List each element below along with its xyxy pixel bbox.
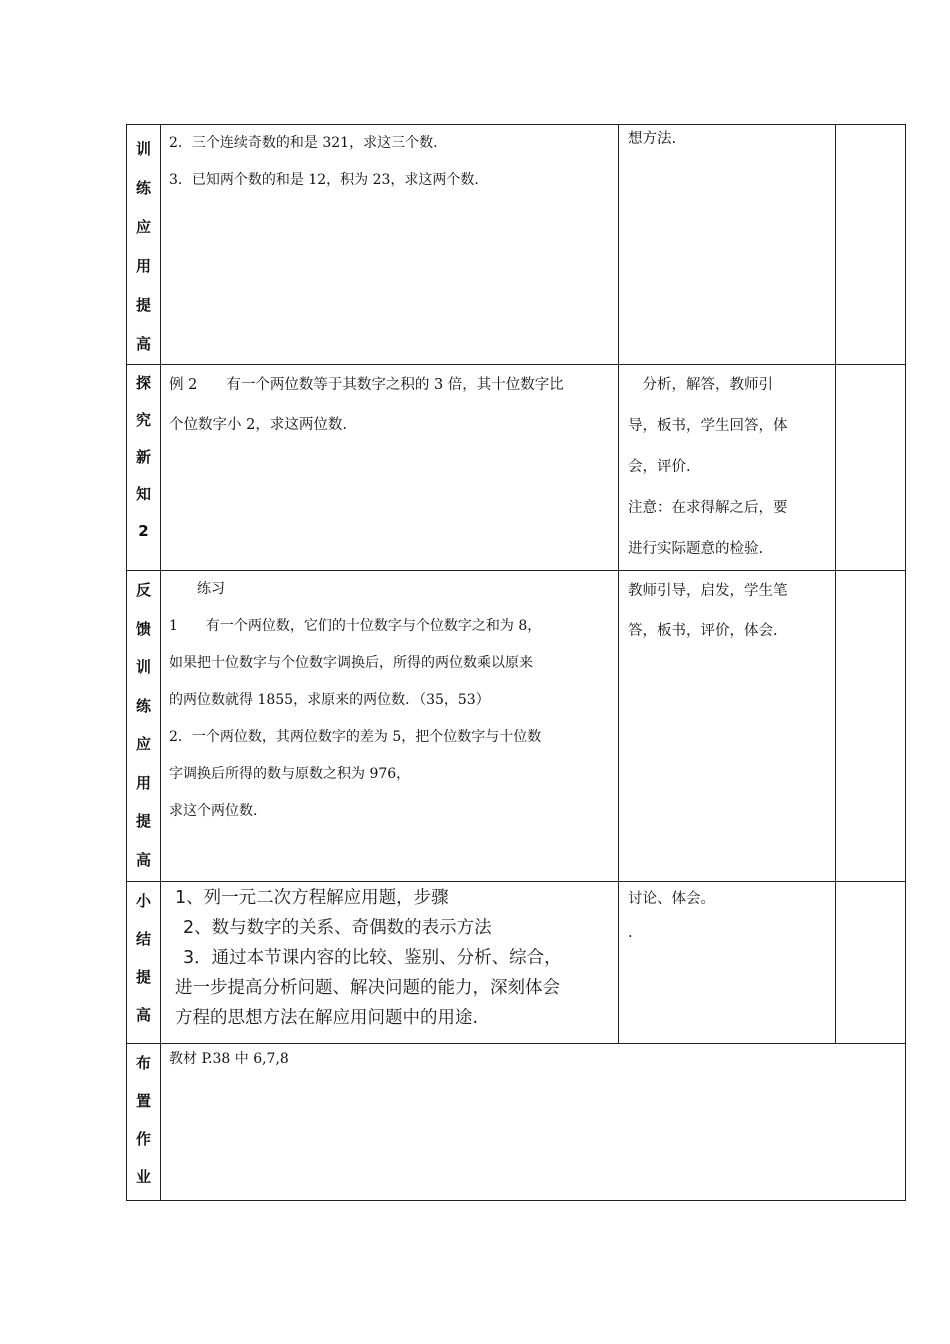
summary-line: 2、数与数字的关系、奇偶数的表示方法 [183, 918, 492, 938]
label-char: 练 [135, 179, 151, 197]
section-method-summary [619, 882, 836, 1044]
label-char: 用 [135, 257, 151, 275]
label-char: 训 [135, 658, 151, 676]
label-char: 反 [135, 581, 151, 599]
section-notes-explore [836, 365, 906, 571]
content-line: 练习 [169, 581, 225, 597]
label-char: 练 [135, 696, 151, 715]
method-line: 导，板书，学生回答，体 [628, 418, 788, 434]
label-char: 新 [135, 448, 151, 466]
summary-line: 3．通过本节课内容的比较、鉴别、分析、综合， [183, 948, 562, 968]
section-content-homework [161, 1044, 906, 1201]
label-char: 布 [135, 1054, 151, 1072]
label-char: 高 [135, 1006, 151, 1024]
section-row-homework [127, 1044, 906, 1201]
content-line: 教材 P.38 中 6,7,8 [169, 1051, 289, 1067]
method-line: 答，板书，评价，体会. [628, 623, 778, 639]
label-char: 应 [135, 218, 151, 236]
content-line: 如果把十位数字与个位数字调换后，所得的两位数乘以原来 [169, 655, 533, 671]
method-line: 进行实际题意的检验. [628, 541, 764, 557]
label-char: 业 [135, 1168, 151, 1186]
label-char: 究 [135, 411, 151, 429]
label-char: 2 [138, 522, 149, 540]
summary-line: 方程的思想方法在解应用问题中的用途. [175, 1008, 479, 1028]
method-line: 分析，解答，教师引 [628, 377, 773, 393]
label-char: 馈 [135, 619, 151, 638]
section-label-training [127, 125, 161, 365]
content-line: 个位数字小 2，求这两位数. [169, 417, 347, 433]
label-char: 提 [135, 968, 151, 986]
label-char: 提 [135, 296, 151, 314]
label-char: 作 [135, 1130, 151, 1148]
section-notes-feedback [836, 571, 906, 882]
section-row-summary [127, 882, 906, 1044]
content-line: 字调换后所得的数与原数之积为 976， [169, 766, 411, 782]
summary-line: 进一步提高分析问题、解决问题的能力，深刻体会 [175, 978, 560, 998]
section-label-feedback [127, 571, 161, 882]
label-char: 高 [135, 850, 151, 869]
method-line: . [628, 925, 633, 941]
section-row-feedback [127, 571, 906, 882]
content-line: 求这个两位数. [169, 803, 258, 819]
method-line: 讨论、体会。 [628, 891, 715, 907]
content-line: 2．三个连续奇数的和是 321，求这三个数. [169, 135, 438, 151]
section-label-homework [127, 1044, 161, 1201]
label-char: 提 [135, 812, 151, 830]
content-line: 2．一个两位数，其两位数字的差为 5，把个位数字与十位数 [169, 729, 542, 745]
method-line: 注意：在求得解之后，要 [628, 500, 788, 516]
section-label-explore [127, 365, 161, 571]
label-char: 训 [135, 140, 151, 158]
content-line: 1 有一个两位数，它们的十位数字与个位数字之和为 8， [169, 618, 542, 634]
section-notes-training [836, 125, 906, 365]
label-char: 置 [135, 1092, 151, 1110]
section-row-training [127, 125, 906, 365]
section-method-training [619, 125, 836, 365]
section-row-explore [127, 365, 906, 571]
section-label-summary [127, 882, 161, 1044]
summary-line: 1、列一元二次方程解应用题，步骤 [175, 888, 449, 908]
content-line: 的两位数就得 1855，求原来的两位数．（35，53） [169, 692, 490, 708]
method-line: 教师引导，启发，学生笔 [628, 583, 788, 599]
lesson-plan-table [126, 124, 906, 1201]
label-char: 小 [135, 892, 151, 910]
section-notes-summary [836, 882, 906, 1044]
method-line: 会，评价. [628, 459, 691, 475]
section-method-explore [619, 365, 836, 571]
label-char: 高 [135, 335, 151, 353]
label-char: 探 [135, 374, 151, 392]
section-content-summary [161, 882, 619, 1044]
section-content-explore [161, 365, 619, 571]
method-line: 想方法. [628, 131, 677, 147]
content-line: 例 2 有一个两位数等于其数字之积的 3 倍，其十位数字比 [169, 377, 564, 393]
section-method-feedback [619, 571, 836, 882]
section-content-training [161, 125, 619, 365]
label-char: 知 [135, 485, 151, 503]
label-char: 应 [135, 735, 151, 753]
label-char: 结 [135, 930, 151, 948]
content-line: 3．已知两个数的和是 12，积为 23，求这两个数. [169, 172, 479, 188]
label-char: 用 [135, 773, 151, 792]
section-content-feedback [161, 571, 619, 882]
